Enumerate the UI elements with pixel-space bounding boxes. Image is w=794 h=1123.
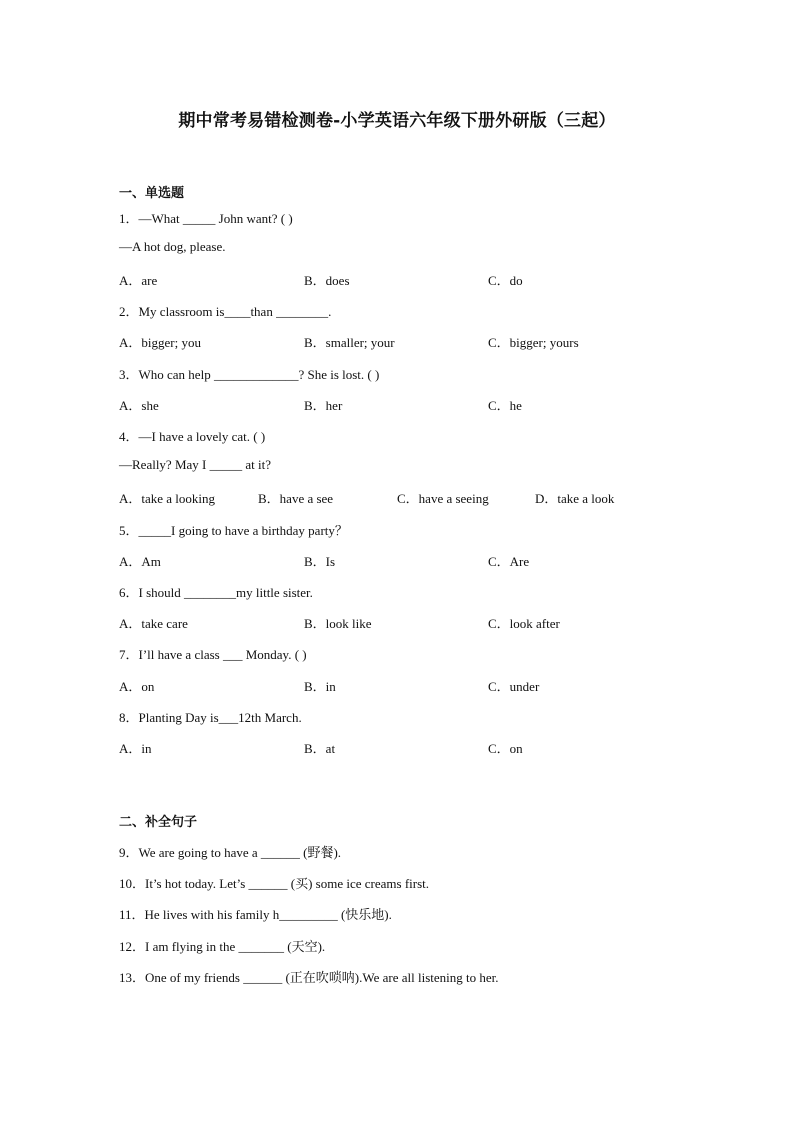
- question-6-option-b[interactable]: B．look like: [304, 616, 372, 631]
- question-3-option-a[interactable]: A．she: [119, 398, 159, 413]
- question-2-option-b[interactable]: B．smaller; your: [304, 335, 395, 350]
- question-3-stem: 3．Who can help _____________? She is lost. ( ): [119, 367, 380, 382]
- question-1-line-2: —A hot dog, please.: [119, 239, 226, 254]
- question-7-options: [119, 676, 679, 692]
- question-7-option-a[interactable]: A．on: [119, 679, 155, 694]
- question-1-option-c[interactable]: C．do: [488, 273, 523, 288]
- question-2-option-c[interactable]: C．bigger; yours: [488, 335, 579, 350]
- question-4-option-c[interactable]: C．have a seeing: [397, 491, 489, 506]
- question-3-option-c[interactable]: C．he: [488, 398, 522, 413]
- question-6-options: [119, 613, 679, 629]
- question-2-options: [119, 332, 679, 348]
- section-heading-single-choice: 一、单选题: [119, 186, 185, 201]
- question-6-option-c[interactable]: C．look after: [488, 616, 560, 631]
- question-4-option-d[interactable]: D．take a look: [535, 491, 615, 506]
- question-1-option-b[interactable]: B．does: [304, 273, 350, 288]
- question-5-options: [119, 551, 679, 567]
- question-7-option-c[interactable]: C．under: [488, 679, 540, 694]
- question-4-option-a[interactable]: A．take a looking: [119, 491, 216, 506]
- question-6-option-a[interactable]: A．take care: [119, 616, 188, 631]
- question-4-line-2: —Really? May I _____ at it?: [119, 457, 271, 472]
- question-5-option-a[interactable]: A．Am: [119, 554, 161, 569]
- question-7-option-b[interactable]: B．in: [304, 679, 336, 694]
- question-3-option-b[interactable]: B．her: [304, 398, 343, 413]
- question-8-option-c[interactable]: C．on: [488, 741, 523, 756]
- question-6-stem: 6．I should ________my little sister.: [119, 585, 313, 600]
- page-title: 期中常考易错检测卷-小学英语六年级下册外研版（三起）: [178, 111, 616, 131]
- question-5-option-c[interactable]: C．Are: [488, 554, 530, 569]
- question-1-stem: 1．—What _____ John want? ( ): [119, 211, 293, 226]
- question-8-option-a[interactable]: A．in: [119, 741, 152, 756]
- question-13: 13．One of my friends ______ (正在吹唢呐).We are all listening to her.: [119, 970, 499, 985]
- question-4-stem: 4．—I have a lovely cat. ( ): [119, 429, 266, 444]
- question-1-option-a[interactable]: A．are: [119, 273, 158, 288]
- question-2-stem: 2．My classroom is____than ________.: [119, 304, 332, 319]
- question-10: 10．It’s hot today. Let’s ______ (买) some ice creams first.: [119, 876, 430, 891]
- question-11: 11．He lives with his family h_________ (快乐地).: [119, 907, 392, 922]
- question-5-option-b[interactable]: B．Is: [304, 554, 336, 569]
- question-4-option-b[interactable]: B．have a see: [258, 491, 334, 506]
- question-7-stem: 7．I’ll have a class ___ Monday. ( ): [119, 647, 307, 662]
- question-5-stem: 5．_____I going to have a birthday party？: [119, 523, 348, 538]
- question-2-option-a[interactable]: A．bigger; you: [119, 335, 201, 350]
- question-3-options: [119, 395, 679, 411]
- question-8-option-b[interactable]: B．at: [304, 741, 336, 756]
- question-9: 9．We are going to have a ______ (野餐).: [119, 845, 342, 860]
- question-4-options: [119, 488, 679, 504]
- question-8-options: [119, 738, 679, 754]
- question-12: 12．I am flying in the _______ (天空).: [119, 939, 326, 954]
- question-1-options: [119, 270, 679, 286]
- question-8-stem: 8．Planting Day is___12th March.: [119, 710, 302, 725]
- section-heading-complete-sentences: 二、补全句子: [119, 815, 198, 830]
